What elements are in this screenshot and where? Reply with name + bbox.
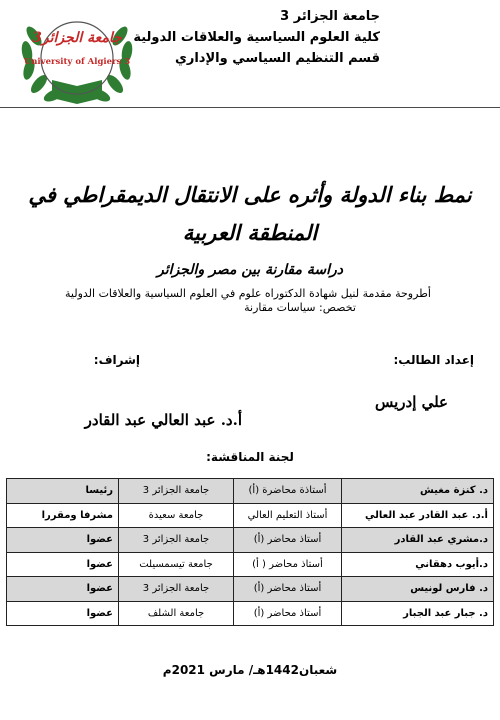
member-rank: أستاذ محاضر (أ) xyxy=(234,601,342,626)
member-role: رئيسا xyxy=(7,479,119,504)
committee-label: لجنة المناقشة: xyxy=(206,450,294,464)
member-university: جامعة الجزائر 3 xyxy=(119,577,234,602)
member-university: جامعة سعيدة xyxy=(119,503,234,528)
institution-header xyxy=(120,6,380,69)
book-icon xyxy=(52,80,102,104)
member-university: جامعة الجزائر 3 xyxy=(119,528,234,553)
table-row xyxy=(7,601,494,626)
thesis-description: أطروحة مقدمة لنيل شهادة الدكتوراه علوم في العلوم السياسية والعلاقات الدولية xyxy=(65,287,431,300)
member-role: عضوا xyxy=(7,601,119,626)
logo-latin-text: University of Algiers 3 xyxy=(23,57,131,67)
thesis-title-line-1: نمط بناء الدولة وأثره على الانتقال الديمقراطي في xyxy=(28,182,472,207)
member-role: عضوا xyxy=(7,552,119,577)
thesis-specialization: تخصص: سياسات مقارنة xyxy=(244,301,356,314)
table-row xyxy=(7,577,494,602)
university-logo xyxy=(14,6,140,112)
member-name: د.أيوب دهقاني xyxy=(342,552,494,577)
faculty-name: كلية العلوم السياسية والعلاقات الدولية xyxy=(133,30,380,45)
supervisor-label: إشراف: xyxy=(93,353,140,367)
member-rank: أستاذ محاضر (أ) xyxy=(234,577,342,602)
table-row xyxy=(7,503,494,528)
member-role: عضوا xyxy=(7,528,119,553)
table-row xyxy=(7,528,494,553)
thesis-subtitle: دراسة مقارنة بين مصر والجزائر xyxy=(157,262,343,278)
logo-arabic-text: جامعة الجزائر3 xyxy=(32,30,122,46)
defense-date: شعبان1442هـ/ مارس 2021م xyxy=(162,663,338,677)
member-role: عضوا xyxy=(7,577,119,602)
member-rank: أستاذة محاضرة (أ) xyxy=(234,479,342,504)
member-rank: أستاذ محاضر (أ) xyxy=(234,528,342,553)
member-name: د. كنزة مغيش xyxy=(342,479,494,504)
member-rank: أستاذ محاضر ( أ) xyxy=(234,552,342,577)
member-rank: أستاذ التعليم العالي xyxy=(234,503,342,528)
header-divider xyxy=(0,107,500,108)
thesis-title xyxy=(20,176,480,252)
department-name: قسم التنظيم السياسي والإداري xyxy=(174,51,380,66)
member-role: مشرفا ومقررا xyxy=(7,503,119,528)
member-name: د.مشري عبد القادر xyxy=(342,528,494,553)
member-university: جامعة الجزائر 3 xyxy=(119,479,234,504)
thesis-title-line-2: المنطقة العربية xyxy=(182,220,318,245)
university-name: جامعة الجزائر 3 xyxy=(280,9,380,24)
member-name: د. فارس لونيس xyxy=(342,577,494,602)
member-university: جامعة الشلف xyxy=(119,601,234,626)
member-name: د. جبار عبد الجبار xyxy=(342,601,494,626)
table-row xyxy=(7,552,494,577)
preparer-name: علي إدريس xyxy=(374,393,448,411)
committee-table xyxy=(6,478,494,626)
member-name: أ.د. عبد القادر عبد العالي xyxy=(342,503,494,528)
preparer-label: إعداد الطالب: xyxy=(393,353,474,367)
supervisor-name: أ.د. عبد العالي عبد القادر xyxy=(84,411,242,429)
table-row xyxy=(7,479,494,504)
member-university: جامعة تيسمسيلت xyxy=(119,552,234,577)
